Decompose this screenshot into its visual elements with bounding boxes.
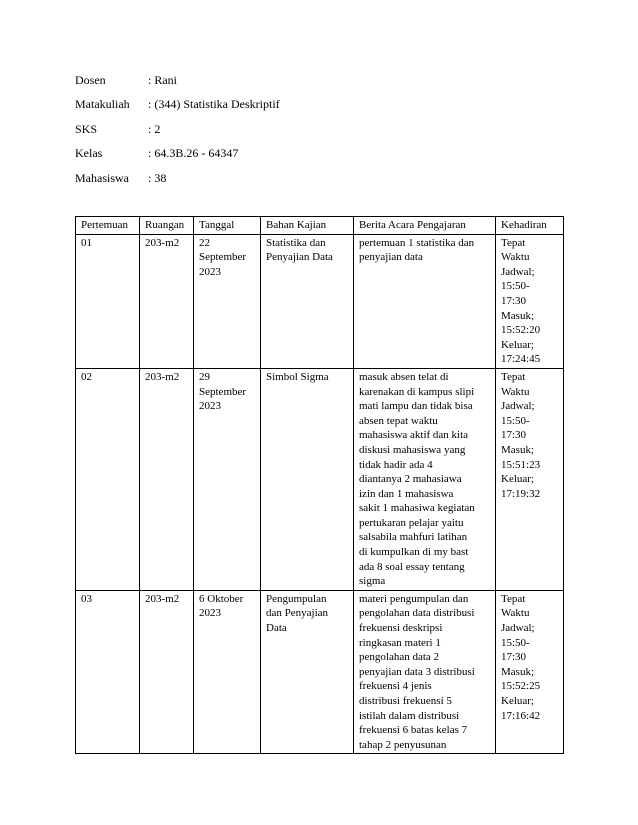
cell-line: 2023 xyxy=(199,400,221,413)
cell-line: 29 xyxy=(199,370,210,383)
cell-line: diantanya 2 mahasiawa xyxy=(359,473,462,486)
cell-line: 15:50- xyxy=(501,636,530,649)
cell-line: penyajian data 3 distribusi xyxy=(359,665,475,678)
cell-pertemuan: 03 xyxy=(76,590,140,754)
cell-line: mahasiswa aktif dan kita xyxy=(359,429,469,442)
cell-line: 17:16:42 xyxy=(501,709,541,722)
cell-line: Jadwal; xyxy=(501,400,535,413)
info-row-matakuliah xyxy=(75,93,280,118)
table-row xyxy=(76,234,564,368)
info-value: : 38 xyxy=(148,170,167,185)
header-pertemuan: Pertemuan xyxy=(76,217,140,235)
cell-line: Waktu xyxy=(501,251,530,264)
cell-line: frekuensi deskripsi xyxy=(359,622,443,635)
cell-line: Masuk; xyxy=(501,665,534,678)
cell-line: istilah dalam distribusi xyxy=(359,709,460,722)
course-info xyxy=(75,68,280,191)
cell-line: Tepat xyxy=(501,370,526,383)
cell-line: September xyxy=(199,251,247,264)
cell-bahan-kajian xyxy=(261,590,354,754)
cell-line: 2023 xyxy=(199,607,221,620)
table-header-row xyxy=(76,217,564,235)
info-row-mahasiswa xyxy=(75,166,280,191)
cell-line: pertemuan 1 statistika dan xyxy=(359,236,475,249)
header-ruangan: Ruangan xyxy=(140,217,194,235)
cell-line: 17:24:45 xyxy=(501,353,541,366)
cell-line: masuk absen telat di xyxy=(359,370,449,383)
cell-line: Jadwal; xyxy=(501,265,535,278)
cell-line: tidak hadir ada 4 xyxy=(359,458,433,471)
cell-line: Statistika dan xyxy=(266,236,326,249)
cell-line: karenakan di kampus slipi xyxy=(359,385,475,398)
cell-line: pengolahan data 2 xyxy=(359,651,440,664)
cell-line: materi pengumpulan dan xyxy=(359,592,469,605)
cell-line: diskusi mahasiswa yang xyxy=(359,443,466,456)
info-value: : 64.3B.26 - 64347 xyxy=(148,146,239,161)
cell-ruangan: 203-m2 xyxy=(140,234,194,368)
cell-kehadiran xyxy=(496,234,564,368)
cell-line: distribusi frekuensi 5 xyxy=(359,695,452,707)
cell-line: 22 xyxy=(199,236,210,249)
cell-line: 15:51:23 xyxy=(501,458,541,471)
cell-tanggal xyxy=(194,234,261,368)
info-value: : (344) Statistika Deskriptif xyxy=(148,97,280,112)
cell-bahan-kajian xyxy=(261,368,354,590)
info-label: Kelas xyxy=(75,146,103,161)
cell-line: Keluar; xyxy=(501,338,534,351)
cell-line: pengolahan data distribusi xyxy=(359,607,475,620)
cell-tanggal xyxy=(194,368,261,590)
cell-line: 15:52:20 xyxy=(501,324,541,337)
cell-kehadiran xyxy=(496,368,564,590)
cell-line: frekuensi 4 jenis xyxy=(359,680,432,693)
cell-line: Keluar; xyxy=(501,473,534,486)
cell-line: Masuk; xyxy=(501,309,534,322)
info-row-dosen xyxy=(75,68,280,93)
table-row xyxy=(76,368,564,590)
cell-berita-acara xyxy=(354,590,496,754)
cell-line: frekuensi 6 batas kelas 7 xyxy=(359,724,468,737)
table-row xyxy=(76,590,564,754)
cell-line: izin dan 1 mahasiswa xyxy=(359,487,454,500)
header-bahan-kajian: Bahan Kajian xyxy=(261,217,354,235)
attendance-table xyxy=(75,216,564,754)
header-berita-acara: Berita Acara Pengajaran xyxy=(354,217,496,235)
cell-line: Data xyxy=(266,622,287,635)
cell-line: Tepat xyxy=(501,592,526,605)
info-row-kelas xyxy=(75,142,280,167)
cell-line: 2023 xyxy=(199,265,221,278)
cell-pertemuan: 02 xyxy=(76,368,140,590)
cell-line: tahap 2 penyusunan xyxy=(359,738,447,751)
cell-line: absen tepat waktu xyxy=(359,414,438,427)
cell-line: Jadwal; xyxy=(501,622,535,635)
cell-line: di kumpulkan di my bast xyxy=(359,546,469,559)
header-kehadiran: Kehadiran xyxy=(496,217,564,235)
cell-line: sigma xyxy=(359,575,386,588)
cell-berita-acara xyxy=(354,234,496,368)
info-label: Matakuliah xyxy=(75,97,130,112)
cell-kehadiran xyxy=(496,590,564,754)
cell-line: sakit 1 mahasiwa kegiatan xyxy=(359,502,475,515)
cell-line: 6 Oktober xyxy=(199,592,244,605)
cell-line: Penyajian Data xyxy=(266,251,333,264)
info-label: SKS xyxy=(75,121,98,136)
cell-line: Pengumpulan xyxy=(266,592,327,605)
cell-pertemuan: 01 xyxy=(76,234,140,368)
cell-ruangan: 203-m2 xyxy=(140,368,194,590)
info-value: : Rani xyxy=(148,72,177,87)
header-tanggal: Tanggal xyxy=(194,217,261,235)
cell-bahan-kajian xyxy=(261,234,354,368)
cell-line: 17:30 xyxy=(501,429,527,442)
cell-line: ada 8 soal essay tentang xyxy=(359,560,465,573)
cell-line: mati lampu dan tidak bisa xyxy=(359,400,473,413)
cell-line: 15:50- xyxy=(501,280,530,293)
cell-line: Simbol Sigma xyxy=(266,370,329,383)
cell-line: pertukaran pelajar yaitu xyxy=(359,516,464,529)
cell-line: Waktu xyxy=(501,385,530,398)
cell-line: Waktu xyxy=(501,607,530,620)
info-row-sks xyxy=(75,117,280,142)
cell-line: penyajian data xyxy=(359,251,423,264)
cell-line: Keluar; xyxy=(501,695,534,707)
cell-line: 17:30 xyxy=(501,651,527,664)
cell-ruangan: 203-m2 xyxy=(140,590,194,754)
cell-line: 15:52:25 xyxy=(501,680,541,693)
cell-line: ringkasan materi 1 xyxy=(359,636,441,649)
info-label: Dosen xyxy=(75,72,106,87)
info-label: Mahasiswa xyxy=(75,170,129,185)
cell-line: 15:50- xyxy=(501,414,530,427)
cell-line: Masuk; xyxy=(501,443,534,456)
cell-line: dan Penyajian xyxy=(266,607,329,620)
info-value: : 2 xyxy=(148,121,161,136)
cell-line: 17:30 xyxy=(501,294,527,307)
cell-line: Tepat xyxy=(501,236,526,249)
cell-line: September xyxy=(199,385,247,398)
cell-line: 17:19:32 xyxy=(501,487,541,500)
cell-tanggal xyxy=(194,590,261,754)
cell-berita-acara xyxy=(354,368,496,590)
cell-line: salsabila mahfuri latihan xyxy=(359,531,468,544)
